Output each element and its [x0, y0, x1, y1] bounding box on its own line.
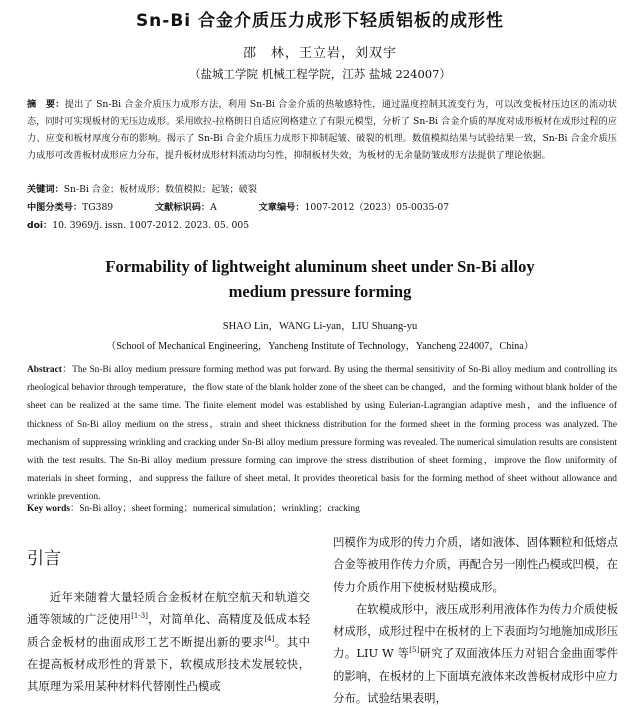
clc-label: 中图分类号： [27, 202, 83, 213]
doccode-label: 文献标识码： [154, 202, 211, 213]
classification-line [27, 199, 617, 216]
paper-title-en [0, 254, 640, 304]
intro-paragraph [333, 598, 618, 709]
intro-text: ，对简单化、高精度及低成本轻质合金板材的曲面成形工艺不断提出新的要求 [27, 612, 310, 649]
affiliation-cn: （盐城工学院 机械工程学院，江苏 盐城 224007） [189, 67, 451, 81]
doi-label: doi： [27, 220, 53, 231]
affiliation-en: （School of Mechanical Engineering，Yancheng Institute of Technology，Yancheng 224007，China） [106, 341, 534, 352]
authors-en: SHAO Lin，WANG Li-yan，LIU Shuang-yu [222, 321, 418, 332]
clc-value: TG389 [82, 202, 114, 213]
doi-value: 10. 3969/j. issn. 1007-2012. 2023. 05. 005 [52, 220, 250, 231]
article-number-label: 文章编号： [258, 202, 305, 213]
intro-left-column [27, 586, 310, 697]
intro-right-column [333, 531, 618, 709]
keywords-text-cn: Sn-Bi 合金；板材成形；数值模拟；起皱；破裂 [63, 184, 258, 195]
intro-paragraph: 凹模作为成形的传力介质，诸如液体、固体颗粒和低熔点合金等被用作传力介质，再配合另一刚性凸模或凹模，在传力介质作用下使板材贴模成形。 [333, 535, 618, 594]
doi-line [27, 217, 617, 234]
intro-text: 近年来随着大量轻质合金板材在航空航天和轨道交通等领域的广泛使用 [27, 590, 310, 627]
intro-text: 。其中在提高板材成形性的背景下，软模成形技术发展较快，其原理为采用某种材料代替刚性凸模或 [27, 634, 310, 694]
paper-title-cn: Sn-Bi 合金介质压力成形下轻质铝板的成形性 [135, 11, 505, 31]
abstract-text-cn: 提出了 Sn-Bi 合金介质压力成形方法，利用 Sn-Bi 合金介质的热敏感特性，通过温度控制其流变行为，可以改变板材压边区的流动状态，同时可实现板材的无压边成形。采用欧拉-拉格朗日自适应网格建立了有限元模型，分析了 Sn-Bi 合金介质的厚度对成形板材在成形过程的应力、应变和板材厚度分布的影响。揭示了 Sn-Bi 合金介质压力成形下抑制起皱、破裂的机理。数值模拟结果与试验结果一致，Sn-Bi 合金介质压力成形可改善板材成形应力分布，提升板材成形材料流动均匀性，抑制板材失效，为板材的无余量防皱成形方法提供了理论依据。 [27, 99, 617, 161]
keywords-cn [27, 181, 617, 198]
article-number-value: 1007-2012（2023）05-0035-07 [304, 202, 450, 213]
abstract-label-cn: 摘 要： [27, 99, 65, 110]
paper-title-en-line2: medium pressure forming [228, 282, 412, 301]
authors-cn: 邵 林，王立岩，刘双宇 [242, 46, 397, 61]
abstract-cn [27, 96, 617, 164]
section-heading-introduction: 引言 [27, 549, 61, 569]
abstract-en [27, 361, 617, 507]
citation-ref[interactable]: [1-3] [131, 612, 148, 621]
abstract-text-en: ：The Sn-Bi alloy medium pressure forming method was put forward. By using the thermal sensitivity of Sn-Bi alloy medium and controlling its rheological behavior through temperature，the flow state of the blank holder zone of the sheet can be changed，and the forming without blank holder of the sheet can be realized at the same time. The finite element model was established by using Eulerian-Lagrangian adaptive mesh，and the influence of thickness of Sn-Bi alloy medium on the stress，strain and sheet thickness distribution for the formed sheet in the forming process was analyzed. The mechanism of suppressing wrinkling and cracking under Sn-Bi alloy medium pressure forming was revealed. The numerical simulation results are consistent with the test results. The Sn-Bi alloy medium pressure forming can improve the stress distribution of sheet forming，improve the flow uniformity of materials in sheet forming，and suppress the failure of sheet metal. It provides theoretical basis for the forming method of sheet without allowance and wrinkle prevention. [27, 365, 617, 503]
keywords-text-en: ：Sn-Bi alloy；sheet forming；numerical simulation；wrinkling；cracking [69, 504, 360, 514]
abstract-label-en: Abstract [27, 365, 62, 375]
intro-text: 研究了双面液体压力对铝合金曲面零件的影响，在板材的上下面填充液体来改善板材成形中应力分布。试验结果表明， [333, 646, 618, 706]
keywords-en [27, 500, 617, 518]
citation-ref[interactable]: [4] [264, 634, 275, 643]
doccode-value: A [210, 202, 217, 213]
intro-text: 在软模成形中，液压成形利用液体作为传力介质使板材成形，成形过程中在板材的上下表面均匀地施加成形压力。LIU W 等 [333, 601, 618, 661]
paper-title-en-line1: Formability of lightweight aluminum sheet under Sn-Bi alloy [105, 257, 535, 276]
keywords-label-cn: 关键词： [27, 184, 64, 195]
keywords-label-en: Key words [27, 504, 70, 514]
citation-ref[interactable]: [5] [409, 646, 420, 655]
